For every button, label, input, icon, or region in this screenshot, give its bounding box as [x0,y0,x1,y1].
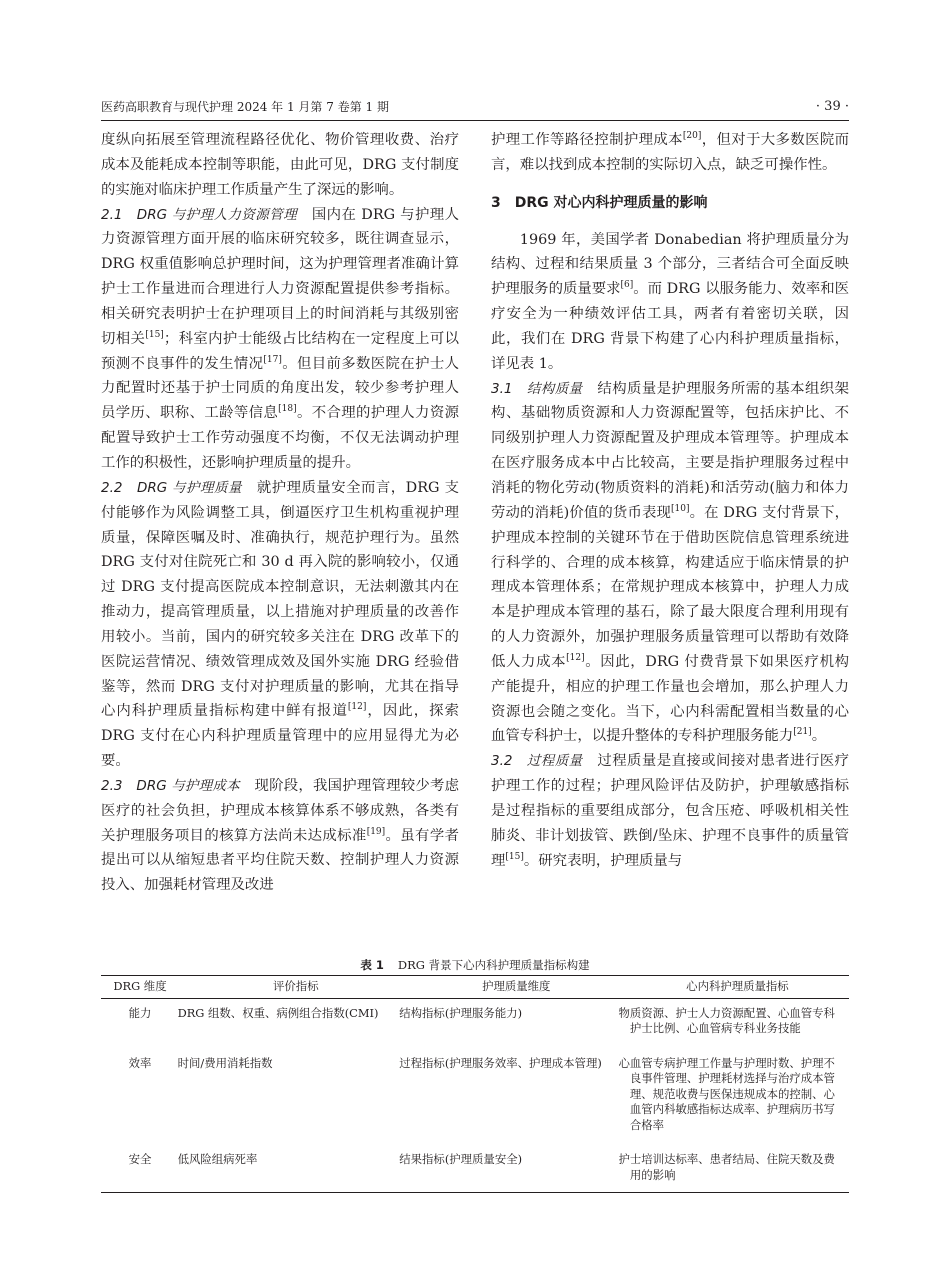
table-row [101,1145,849,1193]
citation: [10] [671,503,690,514]
table-row [101,1049,849,1146]
left-column [101,128,459,898]
citation: [20] [682,131,702,141]
citation: [19] [366,826,386,837]
header-drg-dimension: DRG 维度 [101,976,179,999]
running-head [101,97,849,117]
page-number: · 39 · [815,99,849,114]
table-cell: 护士培训达标率、患者结局、住院天数及费用的影响 [626,1145,849,1193]
citation: [6] [620,280,634,291]
table-cell: 结构指标(护理服务能力) [399,1005,523,1020]
citation: [15] [505,851,524,862]
paragraph-continued: 度纵向拓展至管理流程路径优化、物价管理收费、治疗成本及能耗成本控制等职能，由此可见，DRG 支付制度的实施对临床护理工作质量产生了深远的影响。 [101,132,459,198]
header-rule [101,120,849,121]
table-cell: 心血管专病护理工作量与护理时数、护理不良事件管理、护理耗材选择与治疗成本管理、规范收费与医保违规成本的控制、心血管内科敏感指标达成率、护理病历书写合格率 [618,1055,835,1132]
citation: [17] [263,354,282,365]
section-2-3: 2.3 DRG 与护理成本 现阶段，我国护理管理较少考虑医疗的社会负担，护理成本核算体系不够成熟，各类有关护理服务项目的核算方法尚未达成标准[19]。虽有学者提出可以从缩短患者平均住院天数、控制护理人力资源投入、加强耗材管理及改进 [101,777,459,894]
table-cell: 能力 [128,1005,152,1020]
section-2-3-label: 2.3 DRG 与护理成本 [101,777,240,794]
table-cell: 结果指标(护理质量安全) [407,1145,626,1193]
table-cell: 物质资源、护士人力资源配置、心血管专科护士比例、心血管病专科业务技能 [618,1005,835,1035]
section-3-2: 3.2 过程质量 过程质量是直接或间接对患者进行医疗护理工作的过程；护理风险评估及防护，护理敏感指标是过程指标的重要组成部分，包含压疮、呼吸机相关性肺炎、非计划拔管、跌倒/坠床、护理不良事件的质量管理[15]。研究表明，护理质量与 [491,753,849,869]
citation: [18] [278,404,297,415]
section-2-1-label: 2.1 DRG 与护理人力资源管理 [101,206,298,223]
table-cell: DRG 组数、权重、病例组合指数(CMI) [177,1005,379,1020]
table-header-row [101,976,849,999]
section-3-1: 3.1 结构质量 结构质量是护理服务所需的基本组织架构、基础物质资源和人力资源配置等，包括床护比、不同级别护理人力资源配置及护理成本管理等。护理成本在医疗服务成本中占比较高，主要是指护理服务过程中消耗的物化劳动(物质资料的消耗)和活劳动(脑力和体力劳动的消耗)价值的货币表现[10]。在 DRG 支付背景下，护理成本控制的关键环节在于借助医院信息管理系统进行科学的、合理的成本核算，构建适应于临床情景的护理成本管理体系；在常规护理成本核算中，护理人力成本是护理成本管理的基石，除了最大限度合理利用现有的人力资源外，加强护理服务质量管理可以帮助有效降低人力成本[12]。因此，DRG 付费背景下如果医疗机构产能提升，相应的护理工作量也会增加，那么护理人力资源也会随之变化。当下，心内科需配置相当数量的心血管专科护士，以提升整体的专科护理服务能力[21]。 [491,380,849,745]
section-3-intro: 1969 年，美国学者 Donabedian 将护理质量分为结构、过程和结果质量 3 个部分，三者结合可全面反映护理服务的质量要求[6]。而 DRG 以服务能力、效率和医疗安全为一种绩效评估工具，两者有着密切关联，因此，我们在 DRG 背景下构建了心内科护理质量指标，详见表 1。 [491,231,849,372]
section-2-2: 2.2 DRG 与护理质量 就护理质量安全而言，DRG 支付能够作为风险调整工具，倒逼医疗卫生机构重视护理质量，保障医嘱及时、准确执行，规范护理行为。虽然 DRG 支付对住院死亡和 30 d 再入院的影响较小，仅通过 DRG 支付提高医院成本控制意识，无法刺激其内在推动力，提高管理质量，以上措施对护理质量的改善作用较小。当前，国内的研究较多关注在 DRG 改革下的医院运营情况、绩效管理成效及国外实施 DRG 经验借鉴等，然而 DRG 支付对护理质量的影响，尤其在指导心内科护理质量指标构建中鲜有报道[12]，因此，探索 DRG 支付在心内科护理质量管理中的应用显得尤为必要。 [101,479,460,770]
citation: [12] [566,652,585,663]
citation: [21] [793,727,812,738]
citation: [15] [145,329,164,340]
table-label: 表 1 [360,958,384,972]
right-column [491,128,849,873]
paragraph-continued-right: 护理工作等路径控制护理成本[20]，但对于大多数医院而言，难以找到成本控制的实际切入点，缺乏可操作性。 [491,131,849,173]
table-row [101,998,849,1049]
table-title: DRG 背景下心内科护理质量指标构建 [397,958,590,972]
table-cell: 效率 [128,1055,152,1070]
table-cell: 时间/费用消耗指数 [177,1055,273,1070]
section-2-2-label: 2.2 DRG 与护理质量 [101,479,242,496]
header-nursing-quality-dimension: 护理质量维度 [407,976,626,999]
table-cell: 过程指标(护理服务效率、护理成本管理) [399,1055,602,1070]
table-cell: 低风险组病死率 [179,1145,407,1193]
header-evaluation-indicator: 评价指标 [179,976,407,999]
journal-issue: 医药高职教育与现代护理 2024 年 1 月第 7 卷第 1 期 [101,100,389,114]
section-3-heading: 3 DRG 对心内科护理质量的影响 [491,194,708,211]
quality-indicator-table [101,975,849,1193]
table-cell: 安全 [101,1145,179,1193]
section-3-2-label: 3.2 过程质量 [491,753,583,770]
section-3-1-label: 3.1 结构质量 [491,380,583,397]
section-2-1: 2.1 DRG 与护理人力资源管理 国内在 DRG 与护理人力资源管理方面开展的临床研究较多，既往调查显示，DRG 权重值影响总护理时间，这为护理管理者准确计算护士工作量进而合理进行人力资源配置提供参考指标。相关研究表明护士在护理项目上的时间消耗与其级别密切相关[15]；科室内护士能级占比结构在一定程度上可以预测不良事件的发生情况[17]。但目前多数医院在护士人力配置时还基于护士同质的角度出发，较少参考护理人员学历、职称、工龄等信息[18]。不合理的护理人力资源配置导致护士工作劳动强度不均衡，不仅无法调动护理工作的积极性，还影响护理质量的提升。 [101,206,459,471]
citation: [12] [347,702,367,713]
header-cardiology-indicator: 心内科护理质量指标 [626,976,849,999]
table-caption [101,957,849,973]
